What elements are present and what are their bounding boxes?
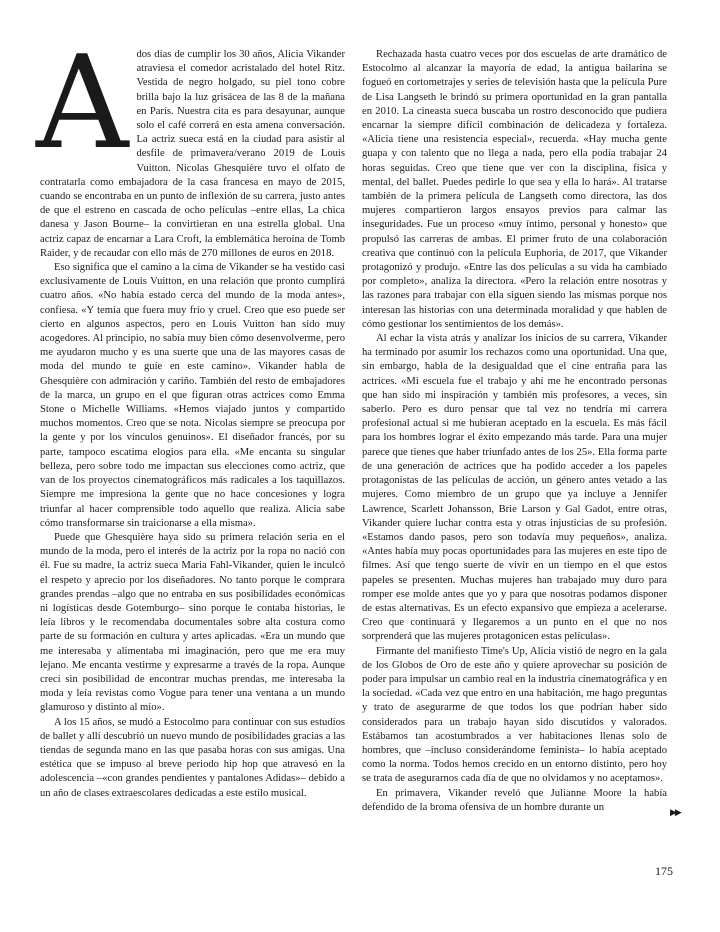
drop-cap: A bbox=[36, 29, 129, 178]
paragraph: Eso significa que el camino a la cima de Vikander se ha vestido casi exclusivamente de Louis Vuitton, en una relación que pronto cumplirá cuatro años. «No había estado cerca del mundo de la moda antes», confiesa. «Y temía que fuera muy frío y cruel. Creo que eso puede ser cierto en algunos aspectos, pero en Louis Vuitton han sido muy acogedores. Al principio, no sabía muy bien cómo desenvolverme, pero me ayudaron mucho y es una suerte que una de las mayores casas de moda del mundo te guíe en este camino». Vikander habla de Ghesquière con admiración y cariño. También del resto de embajadores de la marca, un grupo en el que figuran otras actrices como Emma Stone o Michelle Williams. «Hemos viajado juntos y compartido muchos momentos. Creo que se nota. Nicolas siempre se preocupa por la gente y por los vínculos genuinos». El diseñador francés, por su parte, tampoco escatima elogios para ella. «Me encanta su singular belleza, pero sobre todo me impactan sus elecciones como actriz, que van de los proyectos cinematográficos más radicales a los taquillazos. Siempre me impresiona la gente que no hace concesiones y logra triunfar al hacer comprensible todo aquello que realiza. Alicia sabe cómo transformarse sin traicionarse a ella misma». bbox=[40, 262, 345, 529]
continue-arrow-icon: ▶▶ bbox=[670, 808, 680, 818]
page-number: 175 bbox=[655, 864, 673, 878]
right-column bbox=[362, 48, 667, 815]
paragraph: Firmante del manifiesto Time's Up, Alicia vistió de negro en la gala de los Globos de Oro de este año y quiere aprovechar su posición de poder para impulsar un cambio real en la industria cinematográfica y en la sociedad. «Cada vez que entro en una habitación, me hago preguntas y trato de asegurarme de que todos los que podrían haber sido considerados para un trabajo hayan sido discutidos y valorados. Estábamos tan acostumbrados a ver habitaciones llenas solo de hombres, que –incluso considerándome feminista– lo había aceptado como la norma. Todos hemos crecido en un entorno distinto, pero hoy se trata de asegurarnos cada día de que no olvidamos y no aceptamos». bbox=[362, 645, 667, 785]
paragraph: Al echar la vista atrás y analizar los inicios de su carrera, Vikander ha terminado por asumir los rechazos como una oportunidad. Una que, sin embargo, habla de la desigualdad que el cine entraña para las actrices. «Mi escuela fue el trabajo y ahí me he encontrado personas que han sido mi inspiración y también mis profesores, a veces, sin saberlo. Pero es duro pensar que tal vez no tendría mi carrera profesional actual si me hubieran aceptado en la escuela. Es más fácil para los hombres lograr el éxito empezando más tarde. Para una mujer parece que tienes que haber triunfado antes de los 25». Ella forma parte de una generación de actrices que ha podido acceder a los papeles protagonistas de las películas de acción, un género antes vetado a las mujeres. Como miembro de un grupo que ya incluye a Jennifer Lawrence, Scarlett Johansson, Brie Larson y Gal Gadot, entre otras, Vikander quiere luchar contra esta y otras injusticias de su profesión. «Estamos dando pasos, pero son todavía muy pequeños», analiza. «Antes había muy pocas oportunidades para las mujeres en este tipo de filmes. Así que tengo suerte de vivir en un tiempo en el que estos papeles se presenten. Muchas mujeres han trabajado muy duro para romper ese molde antes que yo y para que nosotras podamos disponer de estas alternativas. Es un efecto expansivo que empieza a acelerarse. Creo que continuará y llegaremos a un punto en el que no nos sorprenderá que las mujeres protagonicen estas películas». bbox=[362, 333, 667, 643]
paragraph: A los 15 años, se mudó a Estocolmo para continuar con sus estudios de ballet y allí descubrió un nuevo mundo de posibilidades gracias a las tiendas de segunda mano en las que pasaba horas con sus amigas. Una estética que se impuso al breve periodo hip hop que atravesó en la adolescencia –«con grandes pendientes y pantalones Adidas»– debido a un año de clases extraescolares dedicadas a este estilo musical. bbox=[40, 716, 345, 799]
left-column bbox=[36, 29, 345, 801]
paragraph: En primavera, Vikander reveló que Julianne Moore la había defendido de la broma ofensiva de un hombre durante un bbox=[362, 787, 667, 813]
paragraph: Rechazada hasta cuatro veces por dos escuelas de arte dramático de Estocolmo al alcanzar la mayoría de edad, la antigua bailarina se fogueó en cortometrajes y series de televisión hasta que la película Pure de Lisa Langseth le brindó su primera oportunidad en la gran pantalla en 2010. La cineasta sueca buscaba un rostro desconocido que pudiera encarnar la siempre difícil combinación de delicadeza y fortaleza. «Alicia tiene una resistencia especial», recuerda. «Hay mucha gente guapa y con talento que no llega a nada, pero ella podía trabajar 24 horas seguidas. Creo que tiene que ver con la disciplina, física y mental, del ballet. Puedes pedirle lo que sea y ella lo hará». Al tratarse también de la primera película de Langseth como directora, las dos mujeres compartieron largos ensayos previos para calmar las inseguridades. Fue un proceso «muy íntimo, personal y honesto» que propulsó las carreras de ambas. El primer fruto de una colaboración creativa que continuó con la película Euphoria, de 2017, que Vikander protagonizó y produjo. «Entre las dos películas a su vida ha cambiado por completo», analiza la directora. «Pero la relación entre nosotras y las razones para trabajar con ella siguen siendo las mismas porque nos interesan las historias con una determinada moralidad y que hablen de cómo gestionar los sentimientos de los demás». bbox=[362, 49, 667, 330]
paragraph: dos días de cumplir los 30 años, Alicia Vikander atraviesa el comedor acristalado del hotel Ritz. Vestida de negro holgado, su piel tono cobre brilla bajo la luz grisácea de las 8 de la mañana en París. Nuestra cita es para desayunar, aunque solo el café correrá en esta amena conversación. La actriz sueca está en la ciudad para asistir al desfile de primavera/verano 2019 de Louis Vuitton. Nicolas Ghesquière tuvo el olfato de contratarla como embajadora de la casa francesa en mayo de 2015, cuando se encontraba en un punto de inflexión de su carrera, justo antes de que el estreno en cascada de ocho películas –entre ellas, La chica danesa y Jason Bourne– la convirtieran en una estrella global. Una actriz capaz de encarnar a Lara Croft, la emblemática heroína de Tomb Raider, y de recaudar con ello más de 270 millones de euros en 2018. bbox=[40, 49, 345, 259]
paragraph: Puede que Ghesquière haya sido su primera relación seria en el mundo de la moda, pero el interés de la actriz por la ropa no nació con él. Fue su madre, la actriz sueca Maria Fahl-Vikander, quien le inculcó el respeto y aprecio por los diseñadores. No tanto porque le comprara grandes prendas –algo que no entraba en sus posibilidades económicas ni logísticas desde Gotemburgo– sino porque le contaba historias, le leía libros y le recomendaba documentales sobre alta costura como parte de su formación en cultura y artes aplicadas. «Era un mundo que me interesaba y alimentaba mi imaginación, pero que me era muy lejano. Me encanta vestirme y expresarme a través de la ropa. Aunque crecí sin posibilidad de encontrar muchas prendas, me interesaba la moda y leía revistas como Vogue para tener una ventana a un mundo glamuroso y distinto al mío». bbox=[40, 531, 345, 714]
